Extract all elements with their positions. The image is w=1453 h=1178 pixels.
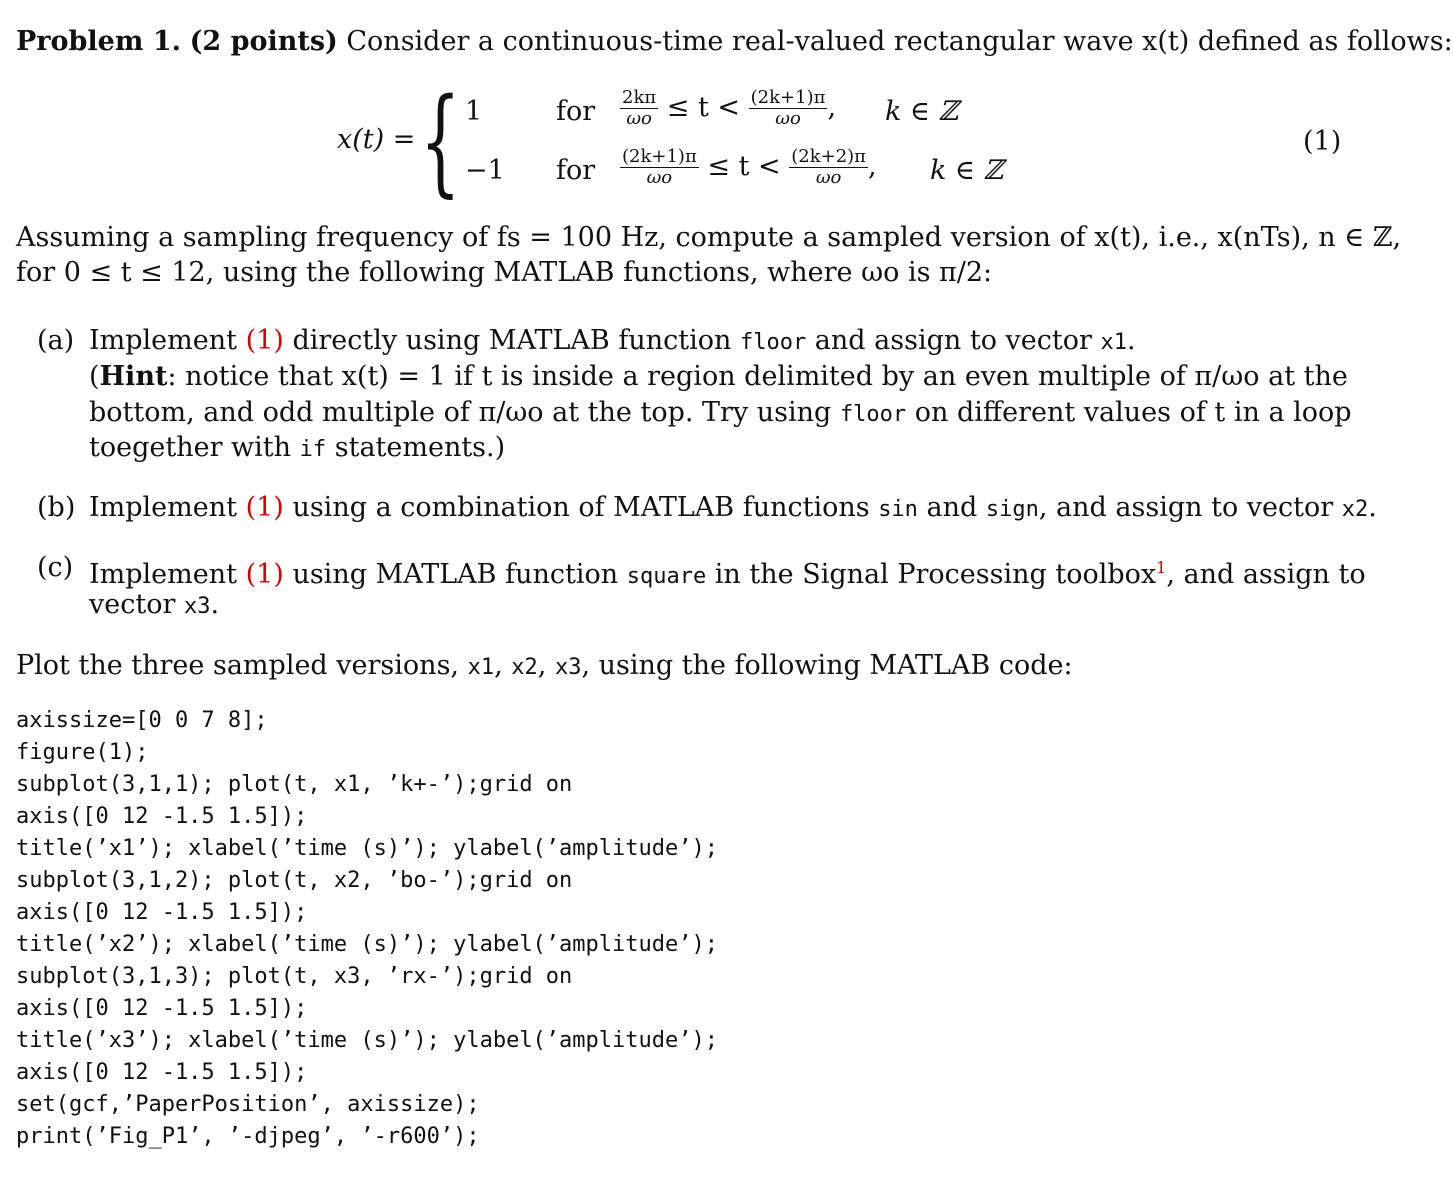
- hint-text-3a: toegether with: [89, 432, 292, 463]
- code-x3: x3: [183, 594, 211, 619]
- problem-heading: Problem 1.: [16, 26, 182, 57]
- code-line: axis([0 12 -1.5 1.5]);: [16, 1060, 308, 1085]
- item-b-text-d: , and assign to vector: [1038, 492, 1334, 523]
- hint-text-2a: bottom, and odd multiple of π/ωo at the top. Try using: [89, 397, 832, 428]
- problem-points: (2 points): [189, 26, 338, 57]
- code-line: title(’x1’); xlabel(’time (s)’); ylabel(’amplitude’);: [16, 836, 718, 861]
- code-line: axissize=[0 0 7 8];: [16, 708, 268, 733]
- hint-code-if: if: [299, 437, 327, 462]
- item-c-label: (c): [37, 552, 74, 583]
- case2-high-num: (2k+2)π: [791, 146, 867, 167]
- item-b-text-b: using a combination of MATLAB functions: [292, 492, 870, 523]
- hint-text-2b: on different values of t in a loop: [914, 397, 1352, 428]
- case2-value: −1: [465, 155, 505, 186]
- problem-statement: [16, 24, 1453, 60]
- brace-symbol: {: [420, 74, 461, 209]
- case1-value: 1: [465, 96, 483, 127]
- case1-k-domain: k ∈ ℤ: [885, 96, 959, 127]
- plot-code-x1: x1: [467, 655, 495, 680]
- item-b-text-a: Implement: [89, 492, 237, 523]
- case1-low-num: 2kπ: [622, 87, 657, 108]
- case2-condition: $\frac{(2k+1)\pi}{\omega o}$ ≤ t < $\frac{(2k+2)\pi}{\omega o}$ ,: [622, 146, 877, 188]
- code-line: subplot(3,1,3); plot(t, x3, ’rx-’);grid on: [16, 964, 573, 989]
- item-a-text: Implement: [89, 325, 237, 356]
- item-c-text-a: Implement: [89, 559, 237, 590]
- item-a-label: (a): [37, 325, 75, 356]
- case1-relation: ≤ t <: [666, 92, 741, 123]
- code-sign: sign: [985, 497, 1039, 522]
- item-b-text-c: and: [926, 492, 978, 523]
- hint-text-3b: statements.): [334, 432, 506, 463]
- item-a-text-3: and assign to vector: [814, 325, 1092, 356]
- code-line: set(gcf,’PaperPosition’, axissize);: [16, 1092, 480, 1117]
- plot-code-x2: x2: [511, 655, 538, 680]
- item-c-line-1: [89, 550, 1366, 595]
- assumption-line-1: Assuming a sampling frequency of fs = 100 Hz, compute a sampled version of x(t), i.e., x(nTs), n ∈ ℤ,: [16, 222, 1402, 253]
- item-c-text-d: , and assign to: [1166, 559, 1366, 590]
- plot-intro-text-b: , using the following MATLAB code:: [581, 650, 1073, 681]
- code-square: square: [626, 564, 707, 589]
- case2-for: for: [556, 155, 596, 186]
- case1-high-den: ωo: [749, 108, 828, 129]
- item-c-line2-text: vector: [89, 589, 176, 620]
- code-line: title(’x2’); xlabel(’time (s)’); ylabel(’amplitude’);: [16, 932, 718, 957]
- code-line: print(’Fig_P1’, ’-djpeg’, ’-r600’);: [16, 1124, 480, 1149]
- code-line: axis([0 12 -1.5 1.5]);: [16, 996, 308, 1021]
- code-line: axis([0 12 -1.5 1.5]);: [16, 900, 308, 925]
- problem-intro: Consider a continuous-time real-valued rectangular wave x(t) defined as follows:: [346, 26, 1453, 57]
- hint-label: Hint: [99, 361, 168, 392]
- item-a-line-1: Implement (1) directly using MATLAB function floor and assign to vector x1.: [89, 325, 1136, 356]
- plot-intro-text-a: Plot the three sampled versions,: [16, 650, 460, 681]
- code-sin: sin: [878, 497, 918, 522]
- item-a-text-2: directly using MATLAB function: [292, 325, 732, 356]
- hint-text-1: : notice that x(t) = 1 if t is inside a region delimited by an even multiple of π/ωo at the: [167, 361, 1348, 392]
- code-line: figure(1);: [16, 740, 149, 765]
- case2-low-den: ωo: [620, 167, 699, 188]
- code-floor: floor: [739, 330, 807, 355]
- item-c-line-2: vector x3.: [89, 589, 220, 620]
- code-x1: x1: [1100, 330, 1127, 355]
- code-x2: x2: [1341, 497, 1369, 522]
- matlab-code-block: [16, 705, 718, 1153]
- equation-lhs: x(t) =: [337, 124, 416, 155]
- item-b-line: Implement (1) using a combination of MATLAB functions sin and sign, and assign to vector x2.: [89, 492, 1377, 523]
- item-a-hint-1: (Hint: notice that x(t) = 1 if t is inside a region delimited by an even multiple of π/ωo at the: [89, 361, 1348, 392]
- case2-low-num: (2k+1)π: [622, 146, 697, 167]
- footnote-link[interactable]: 1: [1156, 558, 1167, 577]
- item-c-text-b: using MATLAB function: [292, 559, 619, 590]
- case1-low-den: ωo: [620, 108, 658, 129]
- case1-for: for: [556, 96, 596, 127]
- item-c-text-c: in the Signal Processing toolbox: [714, 559, 1157, 590]
- equation-ref-link[interactable]: (1): [245, 559, 284, 590]
- case2-relation: ≤ t <: [707, 151, 781, 182]
- case2-high-den: ωo: [789, 167, 868, 188]
- case1-high-num: (2k+1)π: [750, 87, 826, 108]
- equation-ref-link[interactable]: (1): [245, 492, 284, 523]
- assumption-line-2: for 0 ≤ t ≤ 12, using the following MATLAB functions, where ωo is π/2:: [16, 257, 993, 288]
- case2-k-domain: k ∈ ℤ: [930, 155, 1004, 186]
- plot-intro: Plot the three sampled versions, x1, x2, x3, using the following MATLAB code:: [16, 650, 1073, 681]
- equation-number: (1): [1303, 126, 1342, 157]
- case1-condition: $\frac{2k\pi}{\omega o}$ ≤ t < $\frac{(2k+1)\pi}{\omega o}$ ,: [622, 87, 837, 129]
- code-line: subplot(3,1,2); plot(t, x2, ’bo-’);grid on: [16, 868, 573, 893]
- item-b-label: (b): [37, 492, 76, 523]
- code-line: axis([0 12 -1.5 1.5]);: [16, 804, 308, 829]
- plot-code-x3: x3: [554, 655, 582, 680]
- equation-ref-link[interactable]: (1): [245, 325, 284, 356]
- hint-code-floor: floor: [839, 402, 907, 427]
- code-line: title(’x3’); xlabel(’time (s)’); ylabel(’amplitude’);: [16, 1028, 718, 1053]
- item-a-hint-3: [89, 430, 505, 468]
- item-a-hint-2: [89, 395, 1352, 433]
- code-line: subplot(3,1,1); plot(t, x1, ’k+-’);grid on: [16, 772, 573, 797]
